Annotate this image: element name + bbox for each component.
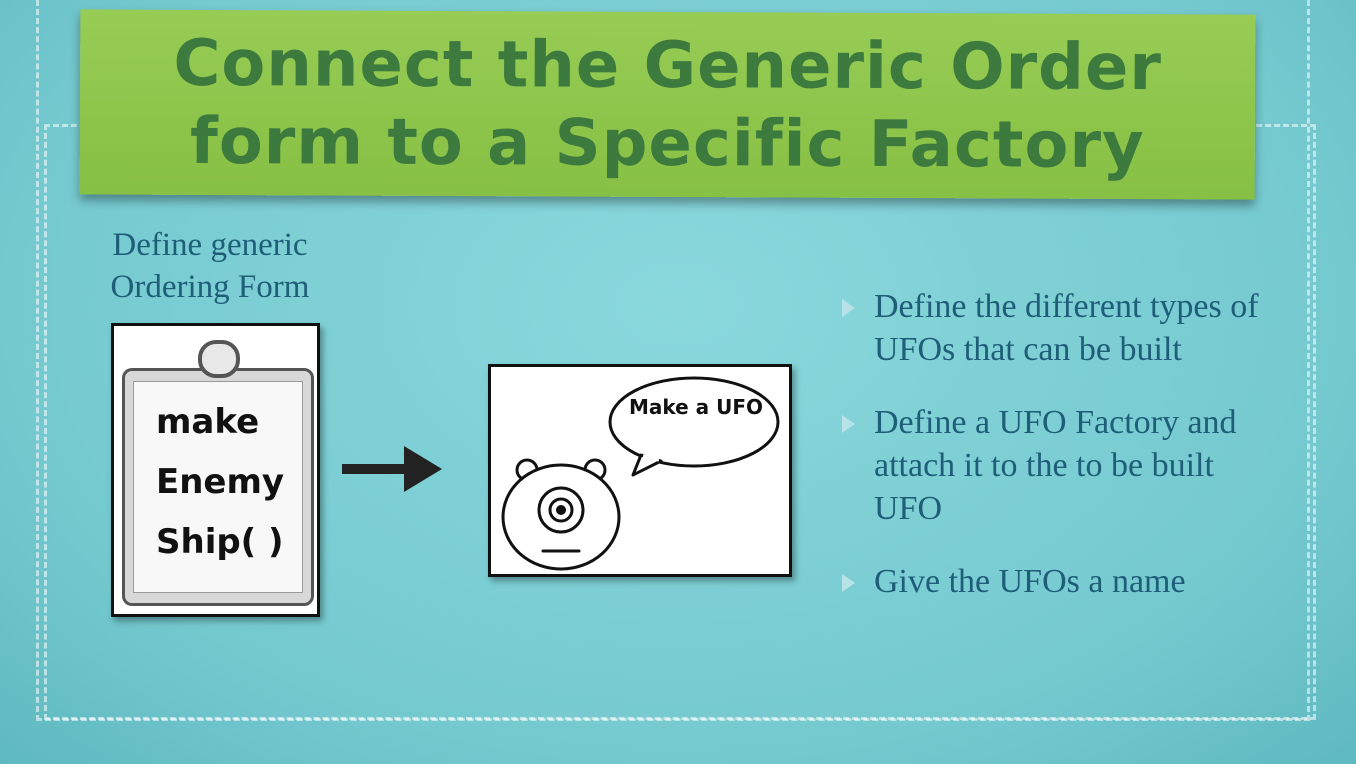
clipboard-line-1: make (156, 402, 260, 442)
bullet-triangle-icon (842, 299, 855, 317)
clipboard-paper (133, 381, 303, 593)
bullet-item (840, 560, 1280, 603)
bullet-triangle-icon (842, 415, 855, 433)
bullet-triangle-icon (842, 574, 855, 592)
bullet-text: Define a UFO Factory and attach it to the to be built UFO (874, 404, 1237, 527)
clipboard-clip-icon (198, 340, 240, 378)
bullet-text: Give the UFOs a name (874, 563, 1186, 600)
clipboard-line-3: Ship( ) (156, 522, 284, 562)
bullet-text: Define the different types of UFOs that can be built (874, 288, 1259, 368)
slide-title: Connect the Generic Order form to a Specific Factory (173, 26, 1163, 183)
clipboard-icon (122, 368, 314, 606)
bullet-item (840, 401, 1280, 530)
ufo-card (488, 364, 792, 577)
clipboard-line-2: Enemy (156, 462, 285, 502)
bullet-item (840, 285, 1280, 371)
right-arrow-icon (340, 440, 450, 500)
left-caption: Define generic Ordering Form (110, 227, 310, 305)
speech-bubble-text: Make a UFO (628, 395, 764, 419)
bullet-list (840, 285, 1280, 633)
clipboard-card (111, 323, 320, 617)
title-banner (80, 9, 1256, 199)
